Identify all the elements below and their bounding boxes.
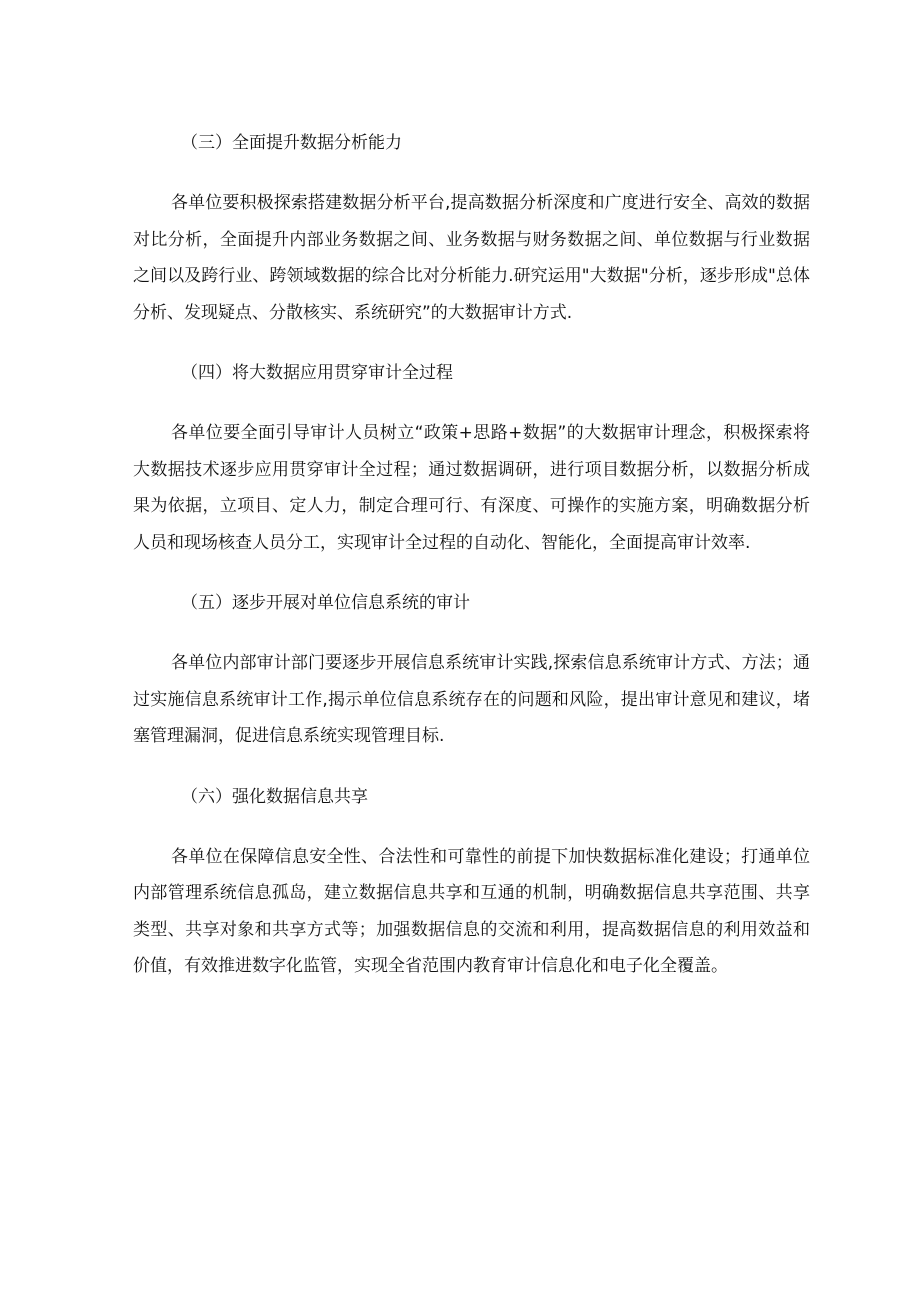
section-paragraph-6: 各单位在保障信息安全性、合法性和可靠性的前提下加快数据标准化建设；打通单位内部管理系统信息孤岛，建立数据信息共享和互通的机制，明确数据信息共享范围、共享类型、共享对象和共享方式等；加强数据信息的交流和利用，提高数据信息的利用效益和价值，有效推进数字化监管，实现全省范围内教育审计信息化和电子化全覆盖。 [133,846,810,976]
section-heading-4: （四）将大数据应用贯穿审计全过程 [181,363,453,383]
section-heading-5: （五）逐步开展对单位信息系统的审计 [181,593,470,613]
section-paragraph-5: 各单位内部审计部门要逐步开展信息系统审计实践,探索信息系统审计方式、方法；通过实施信息系统审计工作,揭示单位信息系统存在的问题和风险，提出审计意见和建议，堵塞管理漏洞，促进信息系统实现管理目标. [133,653,810,746]
section-paragraph-4: 各单位要全面引导审计人员树立“政策+思路+数据”的大数据审计理念，积极探索将大数据技术逐步应用贯穿审计全过程；通过数据调研，进行项目数据分析，以数据分析成果为依据，立项目、定人力，制定合理可行、有深度、可操作的实施方案，明确数据分析人员和现场核查人员分工，实现审计全过程的自动化、智能化，全面提高审计效率. [133,423,810,553]
section-heading-3: （三）全面提升数据分析能力 [181,133,402,153]
section-paragraph-3: 各单位要积极探索搭建数据分析平台,提高数据分析深度和广度进行安全、高效的数据对比分析，全面提升内部业务数据之间、业务数据与财务数据之间、单位数据与行业数据之间以及跨行业、跨领域数据的综合比对分析能力.研究运用"大数据"分析，逐步形成"总体分析、发现疑点、分散核实、系统研究”的大数据审计方式. [133,193,810,323]
section-heading-6: （六）强化数据信息共享 [181,786,368,807]
